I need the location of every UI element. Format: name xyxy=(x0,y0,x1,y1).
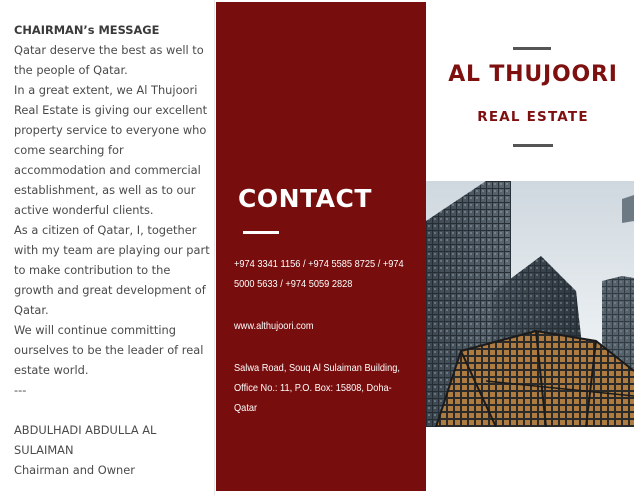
message-divider: --- xyxy=(14,383,27,397)
message-paragraph-1: Qatar deserve the best as well to the people of Qatar. xyxy=(14,43,204,77)
contact-phones: +974 3341 1156 / +974 5585 8725 / +974 5000 5633 / +974 5059 2828 xyxy=(234,258,404,290)
message-paragraph-4: We will continue committing ourselves to be the leader of real estate world. xyxy=(14,323,204,377)
contact-title: CONTACT xyxy=(238,184,372,213)
message-heading: CHAIRMAN’s MESSAGE xyxy=(14,23,160,37)
brand-rule-top xyxy=(513,47,551,50)
brand-subtitle: REAL ESTATE xyxy=(477,109,589,125)
cover-panel xyxy=(426,0,640,495)
contact-panel xyxy=(216,2,426,491)
chairman-message xyxy=(14,20,210,480)
brand-rule-bottom xyxy=(513,144,553,147)
chairman-message-panel xyxy=(0,0,215,495)
contact-website[interactable]: www.althujoori.com xyxy=(234,320,314,332)
contact-address: Salwa Road, Souq Al Sulaiman Building, Office No.: 11, P.O. Box: 15808, Doha-Qatar xyxy=(234,362,400,414)
message-paragraph-2: In a great extent, we Al Thujoori Real Estate is giving our excellent property service to everyone who come searching for accommodation and commercial establishment, as well as to our active wonderful clients. xyxy=(14,83,208,217)
message-paragraph-3: As a citizen of Qatar, I, together with my team are playing our part to make contribution to the growth and great development of Qatar. xyxy=(14,223,210,317)
brand-name: AL THUJOORI xyxy=(448,62,618,87)
contact-underline xyxy=(243,231,279,234)
signatory-title: Chairman and Owner xyxy=(14,463,135,477)
signatory-name: ABDULHADI ABDULLA AL SULAIMAN xyxy=(14,423,157,457)
skyscrapers-photo xyxy=(426,181,634,427)
